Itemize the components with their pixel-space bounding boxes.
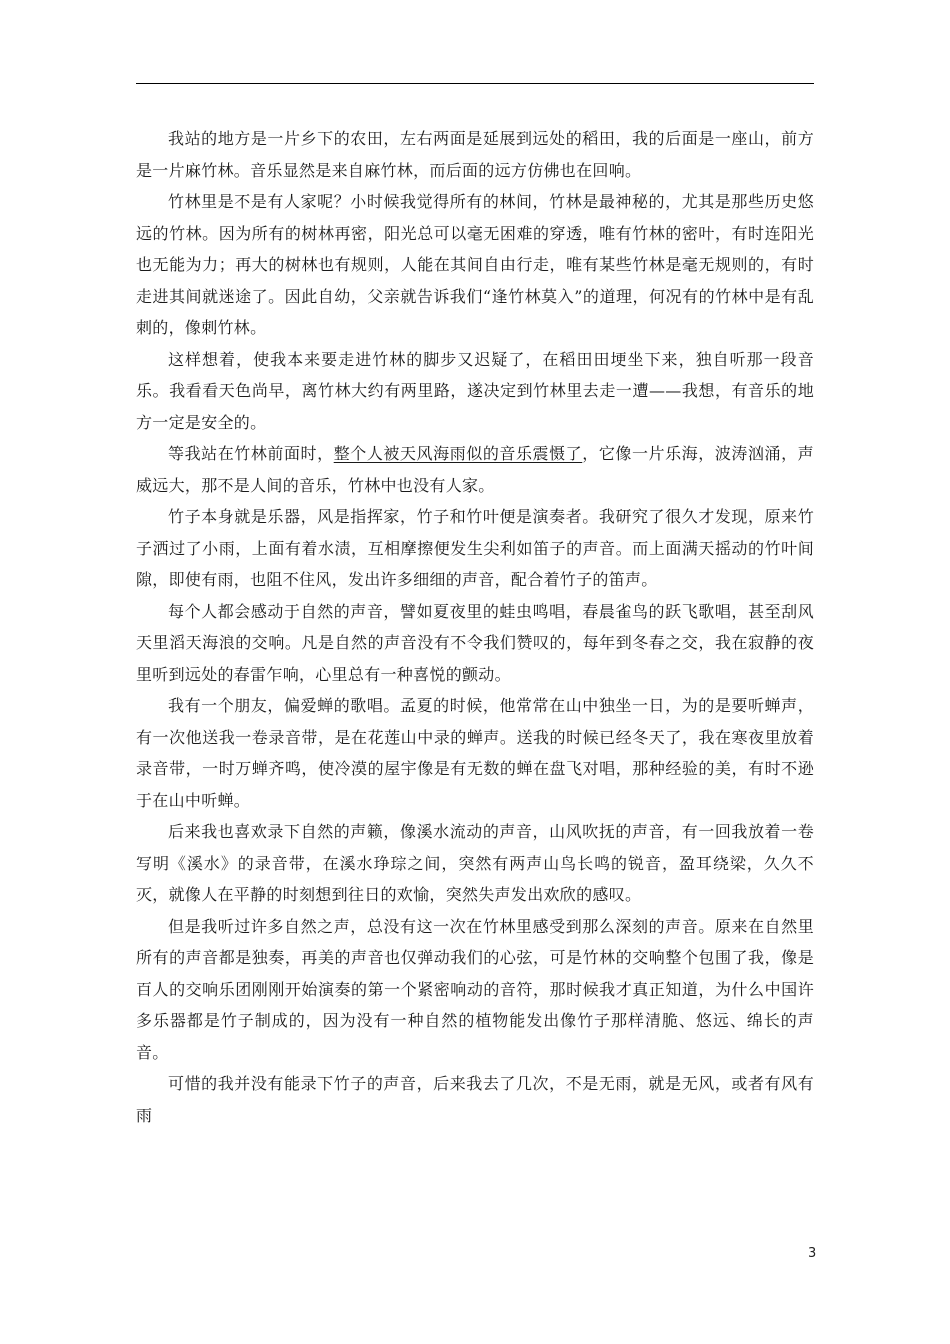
paragraph-10: 可惜的我并没有能录下竹子的声音，后来我去了几次，不是无雨，就是无风，或者有风有雨 <box>136 1074 814 1125</box>
article-body <box>136 123 814 1131</box>
paragraph-3: 这样想着，使我本来要走进竹林的脚步又迟疑了，在稻田田埂坐下来，独自听那一段音乐。我看看天色尚早，离竹林大约有两里路，遂决定到竹林里去走一遭——我想，有音乐的地方一定是安全的。 <box>136 349 814 432</box>
paragraph-6: 每个人都会感动于自然的声音，譬如夏夜里的蛙虫鸣唱，春晨雀鸟的跃飞歌唱，甚至刮风天里滔天海浪的交响。凡是自然的声音没有不令我们赞叹的，每年到冬春之交，我在寂静的夜里听到远处的春雷乍响，心里总有一种喜悦的颤动。 <box>136 601 814 684</box>
paragraph-1: 我站的地方是一片乡下的农田，左右两面是延展到远处的稻田，我的后面是一座山，前方是一片麻竹林。音乐显然是来自麻竹林，而后面的远方仿佛也在回响。 <box>136 129 814 180</box>
page-number: 3 <box>808 1246 817 1261</box>
paragraph-7: 我有一个朋友，偏爱蝉的歌唱。孟夏的时候，他常常在山中独坐一日，为的是要听蝉声，有一次他送我一卷录音带，是在花莲山中录的蝉声。送我的时候已经冬天了，我在寒夜里放着录音带，一时万蝉齐鸣，使冷漠的屋宇像是有无数的蝉在盘飞对唱，那种经验的美，有时不逊于在山中听蝉。 <box>136 696 814 810</box>
paragraph-4 <box>136 438 814 501</box>
paragraph-4-start: 等我站在竹林前面时， <box>168 444 334 463</box>
paragraph-2: 竹林里是不是有人家呢？小时候我觉得所有的林间，竹林是最神秘的，尤其是那些历史悠远的竹林。因为所有的树林再密，阳光总可以毫无困难的穿透，唯有竹林的密叶，有时连阳光也无能为力；再大的树林也有规则，人能在其间自由行走，唯有某些竹林是毫无规则的，有时走进其间就迷途了。因此自幼，父亲就告诉我们“逢竹林莫入”的道理，何况有的竹林中是有乱刺的，像刺竹林。 <box>136 192 814 337</box>
paragraph-4-end: ，它像一片乐海，波涛汹涌，声威远大，那不是人间的音乐，竹林中也没有人家。 <box>136 444 814 495</box>
paragraph-8: 后来我也喜欢录下自然的声籁，像溪水流动的声音，山风吹抚的声音，有一回我放着一卷写明《溪水》的录音带，在溪水琤琮之间，突然有两声山鸟长鸣的锐音，盈耳绕梁，久久不灭，就像人在平静的时刻想到往日的欢愉，突然失声发出欢欣的感叹。 <box>136 822 814 904</box>
paragraph-5: 竹子本身就是乐器，风是指挥家，竹子和竹叶便是演奏者。我研究了很久才发现，原来竹子洒过了小雨，上面有着水渍，互相摩擦便发生尖利如笛子的声音。而上面满天摇动的竹叶间隙，即使有雨，也阻不住风，发出许多细细的声音，配合着竹子的笛声。 <box>136 507 814 589</box>
header-rule <box>136 83 814 84</box>
paragraph-9: 但是我听过许多自然之声，总没有这一次在竹林里感受到那么深刻的声音。原来在自然里所有的声音都是独奏，再美的声音也仅弹动我们的心弦，可是竹林的交响整个包围了我，像是百人的交响乐团刚刚开始演奏的第一个紧密响动的音符，那时候我才真正知道，为什么中国许多乐器都是竹子制成的，因为没有一种自然的植物能发出像竹子那样清脆、悠远、绵长的声音。 <box>136 916 814 1062</box>
underlined-sentence: 整个人被天风海雨似的音乐震慑了 <box>333 444 583 463</box>
